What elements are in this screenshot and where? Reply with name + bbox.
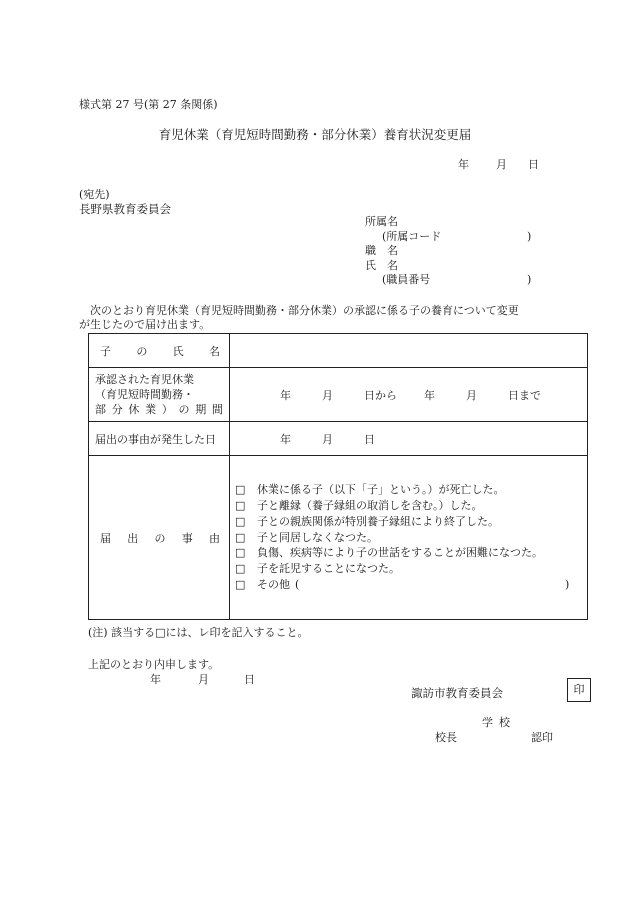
reason-text: 子との親族関係が特別養子縁組により終了した。: [257, 514, 499, 528]
other-close-paren: ): [565, 577, 570, 591]
checkbox-icon[interactable]: □: [235, 514, 246, 528]
event-date-field[interactable]: [230, 422, 588, 456]
reason-option-dissolution[interactable]: [235, 498, 587, 514]
child-name-label: [89, 334, 230, 368]
staff-number-close: ): [527, 273, 532, 286]
reason-text: 休業に係る子（以下「子」という。）が死亡した。: [257, 483, 505, 497]
apply-day: 日: [244, 673, 255, 686]
position-label: 職 名: [365, 244, 398, 257]
principal-stamp: 認印: [531, 731, 553, 744]
apply-month: 月: [198, 673, 209, 686]
date-month: 月: [496, 158, 507, 171]
period-label: [89, 368, 230, 422]
checkbox-icon[interactable]: □: [235, 546, 246, 560]
addressee-label: (宛先): [79, 188, 110, 201]
period-head-char: ）: [161, 403, 173, 416]
date-day: 日: [528, 158, 539, 171]
form-title: 育児休業（育児短時間勤務・部分休業）養育状況変更届: [158, 127, 472, 142]
period-head-line-1: 承認された育児休業: [95, 373, 194, 386]
reason-text: 子と離縁（養子縁組の取消しを含む。）した。: [257, 499, 483, 512]
date-year: 年: [458, 158, 469, 171]
child-name-char: 子: [100, 344, 111, 358]
reason-option-special-adoption[interactable]: [235, 514, 587, 530]
checkbox-icon[interactable]: □: [235, 499, 246, 512]
period-head-char: 期: [195, 403, 207, 416]
name-row: [365, 259, 441, 274]
reason-option-illness[interactable]: [235, 545, 587, 561]
period-head-char: 分: [111, 403, 123, 416]
staff-number-label: (職員番号: [382, 273, 431, 286]
reason-text: 子を託児することになつた。: [257, 562, 400, 576]
board-name: 諏訪市教育委員会: [411, 686, 503, 700]
checkbox-icon[interactable]: □: [235, 483, 246, 497]
form-table: [88, 333, 588, 620]
event-day: 日: [364, 432, 375, 446]
checkbox-icon[interactable]: □: [235, 562, 246, 576]
apply-text: 上記のとおり内申します。: [88, 658, 220, 671]
reason-char: 由: [209, 531, 220, 545]
reason-options: [230, 456, 588, 620]
reason-char: 事: [181, 531, 193, 545]
period-field[interactable]: [230, 368, 588, 422]
affiliation-row: [365, 215, 441, 230]
submission-date: [458, 156, 539, 172]
event-date-label-text: 届出の事由が発生した日: [95, 432, 216, 446]
reason-text: 負傷、疾病等により子の世話をすることが困難になつた。: [257, 546, 543, 560]
name-label: 氏 名: [365, 258, 398, 272]
intro-line-1: 次のとおり育児休業（育児短時間勤務・部分休業）の承認に係る子の養育について変更: [90, 304, 519, 317]
reason-char: の: [154, 531, 166, 545]
affiliation-code-label: (所属コード: [382, 229, 442, 243]
period-head-char: 休: [128, 403, 140, 416]
period-start-month: 月: [322, 388, 333, 402]
apply-date: [150, 671, 255, 687]
checkbox-icon[interactable]: □: [235, 577, 246, 591]
period-end-day: 日まで: [508, 388, 541, 402]
form-number: 様式第 27 号(第 27 条関係): [79, 98, 218, 111]
period-head-line-2: （育児短時間勤務・: [95, 388, 194, 401]
reason-char: 出: [127, 531, 139, 545]
other-open-paren: (: [295, 577, 300, 591]
period-end-month: 月: [466, 388, 477, 402]
principal-line: [435, 729, 553, 745]
period-start-year: 年: [280, 388, 291, 402]
checkbox-icon[interactable]: □: [235, 530, 246, 544]
seal-box: 印: [567, 678, 591, 702]
reason-option-other[interactable]: [235, 577, 587, 593]
note: (注) 該当する□には、レ印を記入すること。: [88, 626, 309, 639]
period-head-char: の: [178, 403, 190, 416]
sender-block: [365, 215, 532, 288]
affiliation-code-row: [365, 229, 532, 245]
event-month: 月: [322, 432, 333, 446]
period-end-year: 年: [424, 388, 435, 402]
reason-option-childcare[interactable]: [235, 561, 587, 577]
period-head-char: 部: [95, 403, 106, 416]
intro-text: [79, 304, 519, 332]
period-head-char: 業: [145, 403, 157, 416]
period-head-char: 間: [211, 403, 223, 416]
affiliation-label: 所属名: [365, 215, 398, 228]
period-start-day: 日から: [364, 388, 397, 402]
affiliation-code-close: ): [527, 229, 532, 243]
child-name-field[interactable]: [230, 334, 588, 368]
position-row: [365, 244, 441, 259]
child-name-char: の: [136, 344, 148, 358]
apply-year: 年: [150, 673, 161, 686]
addressee: 長野県教育委員会: [79, 202, 171, 216]
intro-line-2: が生じたので届け出ます。: [79, 318, 211, 331]
school-label: 学校: [482, 716, 516, 729]
reason-option-no-cohabit[interactable]: [235, 530, 587, 546]
reason-option-death[interactable]: [235, 482, 587, 498]
child-name-char: 氏: [172, 344, 184, 358]
other-label: その他: [257, 577, 290, 591]
child-name-char: 名: [208, 344, 220, 358]
reason-char: 届: [100, 531, 111, 545]
principal-title: 校長: [435, 731, 457, 744]
event-year: 年: [280, 432, 291, 446]
reason-label: [89, 456, 230, 620]
reason-text: 子と同居しなくなつた。: [257, 530, 378, 544]
staff-number-row: [365, 273, 532, 288]
event-date-label: [89, 422, 230, 456]
